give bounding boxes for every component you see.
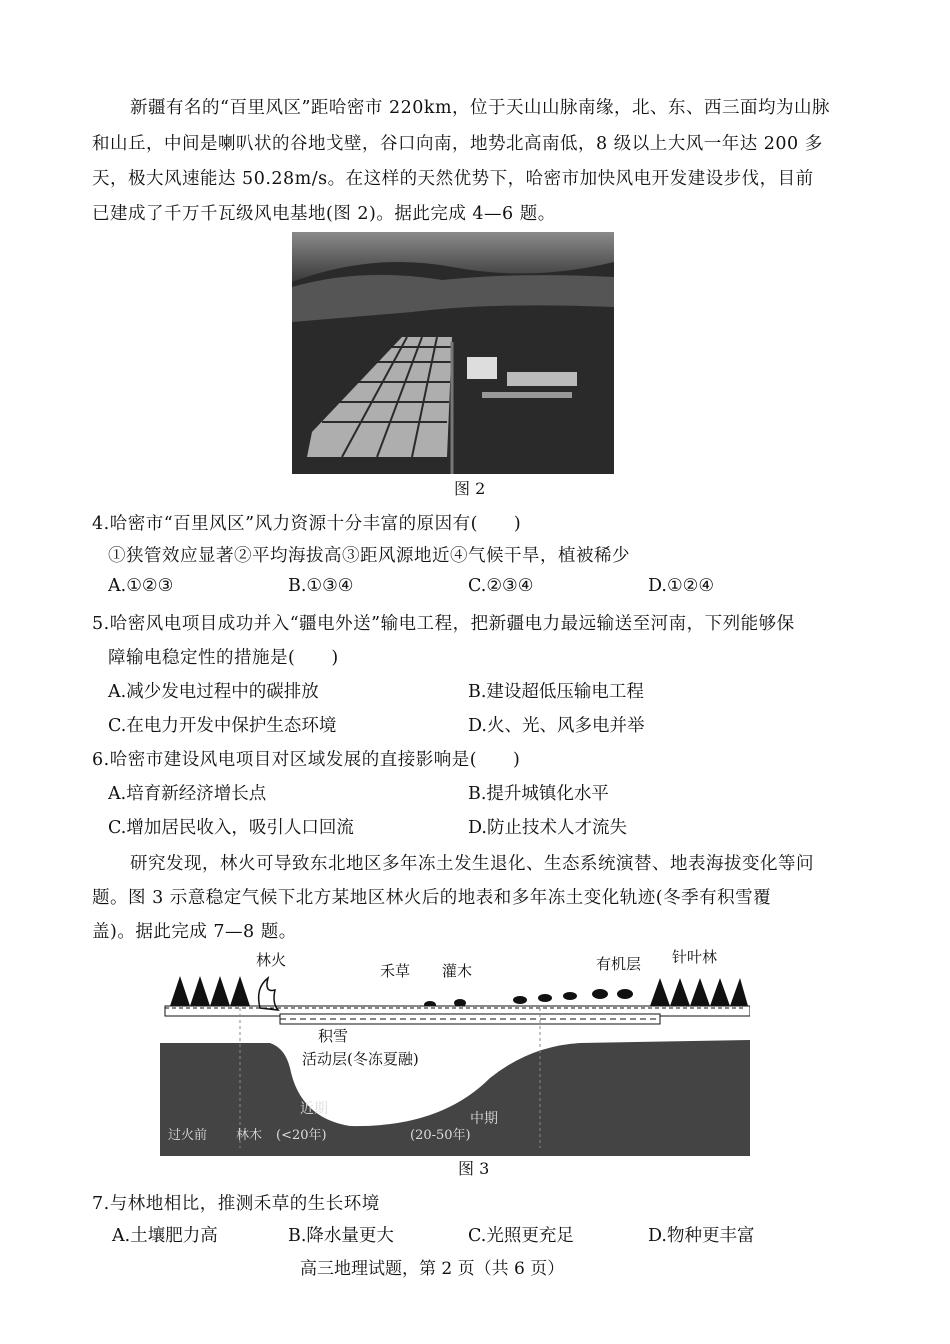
q4-option-c: C.②③④ bbox=[468, 576, 534, 596]
fig3-label-bottom1: 过火前 bbox=[168, 1128, 208, 1143]
q6-option-a: A.培育新经济增长点 bbox=[108, 784, 267, 804]
q7-option-b: B.降水量更大 bbox=[288, 1226, 394, 1246]
fig3-label-near: 近期 bbox=[300, 1101, 328, 1117]
intro1-line-3: 天，极大风速能达 50.28m/s。在这样的天然优势下，哈密市加快风电开发建设步伐，目前 bbox=[92, 169, 814, 189]
fig3-label-mid: 中期 bbox=[470, 1111, 498, 1127]
wind-farm-photo bbox=[292, 232, 614, 474]
q5-option-b: B.建设超低压输电工程 bbox=[468, 682, 644, 702]
q5-stem-line-2: 障输电稳定性的措施是( ) bbox=[108, 648, 339, 668]
fig3-label-snow: 积雪 bbox=[318, 1027, 349, 1045]
q4-items: ①狭管效应显著②平均海拔高③距风源地近④气候干旱，植被稀少 bbox=[108, 546, 630, 566]
q6-option-d: D.防止技术人才流失 bbox=[468, 818, 627, 838]
q7-option-c: C.光照更充足 bbox=[468, 1226, 574, 1246]
q5-option-c: C.在电力开发中保护生态环境 bbox=[108, 716, 337, 736]
fig3-label-organic: 有机层 bbox=[596, 955, 642, 973]
intro1-line-1: 新疆有名的“百里风区”距哈密市 220km，位于天山山脉南缘，北、东、西三面均为山脉 bbox=[130, 98, 831, 118]
q7-stem: 7.与林地相比，推测禾草的生长环境 bbox=[92, 1194, 380, 1214]
fig2-caption: 图 2 bbox=[454, 479, 486, 498]
q7-option-a: A.土壤肥力高 bbox=[112, 1226, 218, 1246]
fig3-label-fire: 林火 bbox=[256, 951, 287, 969]
q7-option-d: D.物种更丰富 bbox=[648, 1226, 755, 1246]
intro2-line-2: 题。图 3 示意稳定气候下北方某地区林火后的地表和多年冻土变化轨迹(冬季有积雪覆 bbox=[92, 888, 772, 908]
q6-option-b: B.提升城镇化水平 bbox=[468, 784, 609, 804]
intro2-line-3: 盖)。据此完成 7—8 题。 bbox=[92, 922, 297, 942]
fig3-label-shrub: 灌木 bbox=[442, 962, 473, 980]
fig3-label-conifer: 针叶林 bbox=[672, 948, 718, 966]
conifer-trees-left bbox=[170, 976, 250, 1006]
q4-option-b: B.①③④ bbox=[288, 576, 354, 596]
q5-option-d: D.火、光、风多电并举 bbox=[468, 716, 645, 736]
page-footer: 高三地理试题，第 2 页（共 6 页） bbox=[300, 1259, 565, 1279]
q5-stem-line-1: 5.哈密风电项目成功并入“疆电外送”输电工程，把新疆电力最远输送至河南，下列能够保 bbox=[92, 614, 795, 634]
fig3-label-bottom3: (<20年) bbox=[276, 1128, 327, 1143]
fig3-label-bottom4: (20-50年) bbox=[410, 1128, 471, 1143]
intro1-line-2: 和山丘，中间是喇叭状的谷地戈壁，谷口向南，地势北高南低，8 级以上大风一年达 200 多 bbox=[92, 134, 823, 154]
q6-stem: 6.哈密市建设风电项目对区域发展的直接影响是( ) bbox=[92, 750, 521, 770]
fig3-label-grass: 禾草 bbox=[380, 962, 411, 980]
q5-option-a: A.减少发电过程中的碳排放 bbox=[108, 682, 319, 702]
conifer-trees-right bbox=[650, 978, 748, 1006]
fig3-label-active-layer: 活动层(冬冻夏融) bbox=[302, 1050, 419, 1068]
q4-option-d: D.①②④ bbox=[648, 576, 715, 596]
intro2-line-1: 研究发现，林火可导致东北地区多年冻土发生退化、生态系统演替、地表海拔变化等问 bbox=[130, 854, 814, 874]
q4-stem: 4.哈密市“百里风区”风力资源十分丰富的原因有( ) bbox=[92, 514, 522, 534]
fig3-label-bottom2: 林木 bbox=[236, 1128, 263, 1143]
fig3-caption: 图 3 bbox=[458, 1159, 490, 1178]
q6-option-c: C.增加居民收入，吸引人口回流 bbox=[108, 818, 354, 838]
q4-option-a: A.①②③ bbox=[108, 576, 174, 596]
intro1-line-4: 已建成了千万千瓦级风电基地(图 2)。据此完成 4—6 题。 bbox=[92, 204, 556, 224]
